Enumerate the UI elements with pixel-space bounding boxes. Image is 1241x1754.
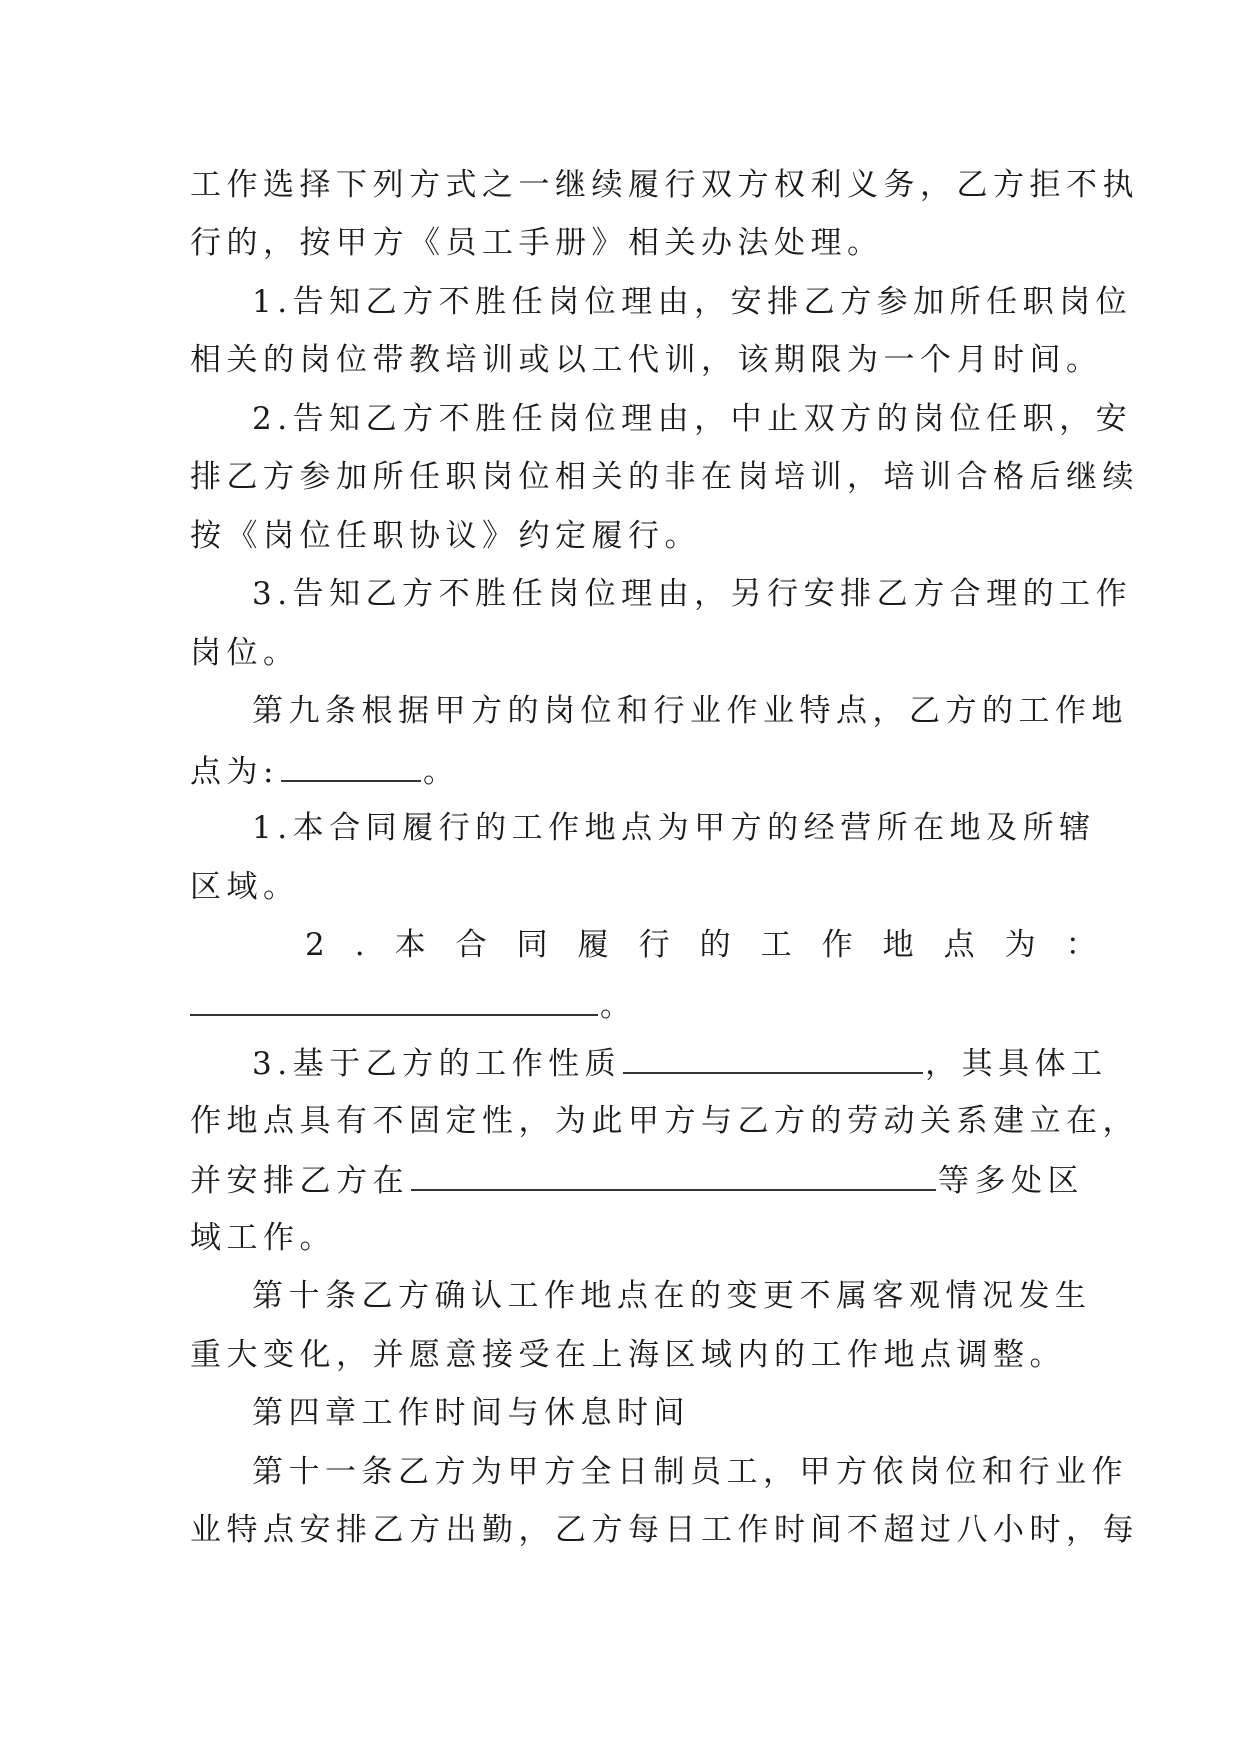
text-line: 按《岗位任职协议》约定履行。 <box>190 518 701 554</box>
text-line: 排乙方参加所任职岗位相关的非在岗培训，培训合格后继续 <box>190 459 1139 495</box>
text-line <box>252 1032 1108 1092</box>
text-fragment: 。 <box>600 988 637 1024</box>
text-line: 相关的岗位带教培训或以工代训，该期限为一个月时间。 <box>190 342 1103 378</box>
text-line: 3.告知乙方不胜任岗位理由，另行安排乙方合理的工作 <box>252 576 1133 612</box>
text-line <box>190 974 1055 1034</box>
text-line: 区域。 <box>190 869 300 905</box>
text-fragment: 并安排乙方在 <box>190 1163 409 1199</box>
chapter-heading: 第四章工作时间与休息时间 <box>252 1395 690 1431</box>
fill-blank <box>281 740 421 782</box>
text-fragment: ，其具体工 <box>925 1046 1108 1082</box>
text-line: 第九条根据甲方的岗位和行业作业特点，乙方的工作地 <box>252 693 1128 729</box>
fill-blank <box>190 974 598 1016</box>
text-line: 作地点具有不固定性，为此甲方与乙方的劳动关系建立在， <box>190 1103 1139 1139</box>
text-line: 2.告知乙方不胜任岗位理由，中止双方的岗位任职，安 <box>252 401 1133 437</box>
text-line: 岗位。 <box>190 635 300 671</box>
text-line: 2.本合同履行的工作地点为： <box>305 927 1127 963</box>
text-line: 域工作。 <box>190 1220 336 1256</box>
text-line: 重大变化，并愿意接受在上海区域内的工作地点调整。 <box>190 1337 1066 1373</box>
text-fragment: 3.基于乙方的工作性质 <box>252 1046 622 1082</box>
text-line: 第十条乙方确认工作地点在的变更不属客观情况发生 <box>252 1278 1092 1314</box>
text-line: 1.告知乙方不胜任岗位理由，安排乙方参加所任职岗位 <box>252 284 1133 320</box>
text-line: 1.本合同履行的工作地点为甲方的经营所在地及所辖 <box>252 810 1096 846</box>
text-line: 工作选择下列方式之一继续履行双方权利义务，乙方拒不执 <box>190 167 1139 203</box>
text-line: 第十一条乙方为甲方全日制员工，甲方依岗位和行业作 <box>252 1454 1128 1490</box>
fill-blank <box>411 1149 936 1191</box>
fill-blank <box>623 1032 923 1074</box>
text-line: 行的，按甲方《员工手册》相关办法处理。 <box>190 225 884 261</box>
text-line <box>190 1149 1084 1209</box>
text-fragment: 。 <box>422 754 460 790</box>
text-fragment: 点为: <box>190 754 279 790</box>
text-fragment: 等多处区 <box>938 1163 1084 1199</box>
text-line <box>190 740 1055 800</box>
text-line: 业特点安排乙方出勤，乙方每日工作时间不超过八小时，每 <box>190 1512 1139 1548</box>
